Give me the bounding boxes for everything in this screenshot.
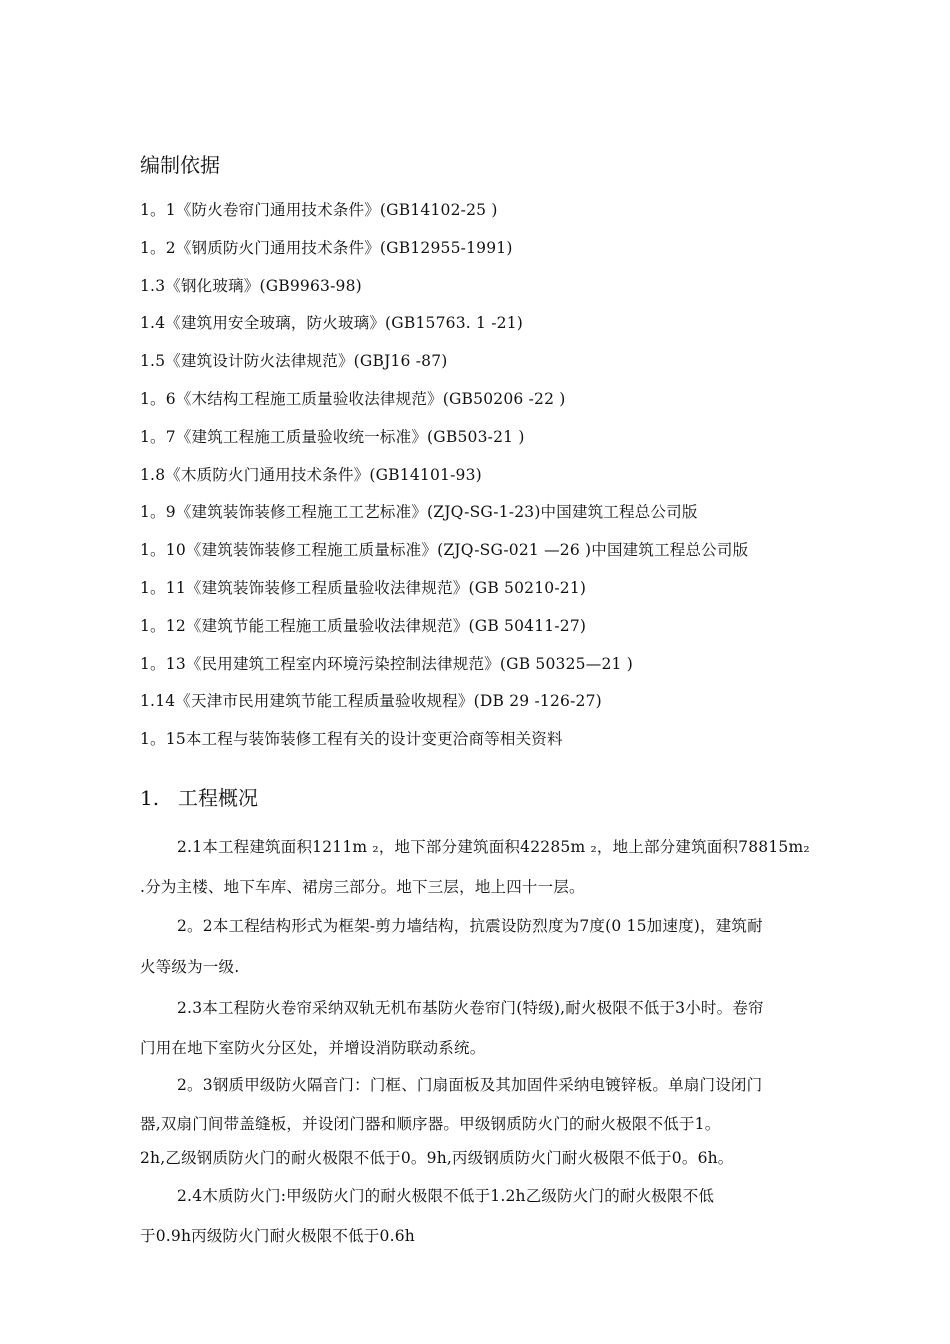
paragraph-line: 于0.9h丙级防火门耐火极限不低于0.6h: [140, 1227, 415, 1245]
reference-item: 1。13《民用建筑工程室内环境污染控制法律规范》(GB 50325—21 ): [140, 654, 633, 673]
reference-item: 1。10《建筑装饰装修工程施工质量标准》(ZJQ-SG-021 —26 )中国建筑工程总公司版: [140, 541, 749, 560]
overview-paragraph-fire-shutter: [140, 996, 880, 1060]
reference-item: 1。9《建筑装饰装修工程施工工艺标准》(ZJQ-SG-1-23)中国建筑工程总公司版: [140, 503, 698, 522]
reference-item: 1。6《木结构工程施工质量验收法律规范》(GB50206 -22 ): [140, 389, 566, 408]
section-title-compilation-basis: 编制依据: [140, 153, 220, 177]
overview-paragraph-structure: [140, 914, 880, 979]
paragraph-line: 2。3钢质甲级防火隔音门：门框、门扇面板及其加固件采纳电镀锌板。单扇门设闭门: [177, 1076, 763, 1094]
reference-item: 1。15本工程与装饰装修工程有关的设计变更洽商等相关资料: [140, 730, 563, 749]
reference-item: 1.14《天津市民用建筑节能工程质量验收规程》(DB 29 -126-27): [140, 692, 602, 711]
section-title-project-overview: 工程概况: [178, 786, 258, 810]
reference-item: 1。7《建筑工程施工质量验收统一标准》(GB503-21 ): [140, 427, 525, 446]
reference-item: 1。2《钢质防火门通用技术条件》(GB12955-1991): [140, 238, 513, 257]
paragraph-line: 2。2本工程结构形式为框架-剪力墙结构，抗震设防烈度为7度(0 15加速度)，建筑耐: [177, 917, 763, 935]
overview-paragraph-wood-door: [140, 1184, 880, 1248]
reference-item: 1。12《建筑节能工程施工质量验收法律规范》(GB 50411-27): [140, 616, 587, 635]
reference-item: 1。1《防火卷帘门通用技术条件》(GB14102-25 ): [140, 201, 498, 219]
reference-item: 1.3《钢化玻璃》(GB9963-98): [140, 276, 362, 295]
paragraph-line: 门用在地下室防火分区处，并增设消防联动系统。: [140, 1039, 486, 1057]
paragraph-line: 2h,乙级钢质防火门的耐火极限不低于0。9h,丙级钢质防火门耐火极限不低于0。6h。: [140, 1149, 734, 1167]
paragraph-line: 2.1本工程建筑面积1211m ₂，地下部分建筑面积42285m ₂，地上部分建筑面积78815m₂: [177, 838, 810, 856]
section-heading-project-overview: [140, 786, 258, 810]
paragraph-line: 器,双扇门间带盖缝板，并设闭门器和顺序器。甲级钢质防火门的耐火极限不低于1。: [140, 1115, 721, 1133]
paragraph-line: 火等级为一级.: [140, 958, 240, 976]
reference-item: 1.8《木质防火门通用技术条件》(GB14101-93): [140, 465, 482, 484]
overview-paragraph-area: [140, 835, 880, 899]
reference-item: 1.4《建筑用安全玻璃，防火玻璃》(GB15763. 1 -21): [140, 314, 524, 333]
section-number: 1.: [140, 786, 160, 810]
paragraph-line: 2.3本工程防火卷帘采纳双轨无机布基防火卷帘门(特级),耐火极限不低于3小时。卷帘: [177, 999, 764, 1017]
paragraph-line: .分为主楼、地下车库、裙房三部分。地下三层，地上四十一层。: [140, 878, 585, 896]
paragraph-line: 2.4木质防火门:甲级防火门的耐火极限不低于1.2h乙级防火门的耐火极限不低: [177, 1187, 715, 1205]
reference-item: 1.5《建筑设计防火法律规范》(GBJ16 -87): [140, 352, 448, 371]
reference-item: 1。11《建筑装饰装修工程质量验收法律规范》(GB 50210-21): [140, 578, 587, 597]
reference-list: [140, 198, 748, 765]
overview-paragraph-steel-door: [140, 1073, 880, 1170]
